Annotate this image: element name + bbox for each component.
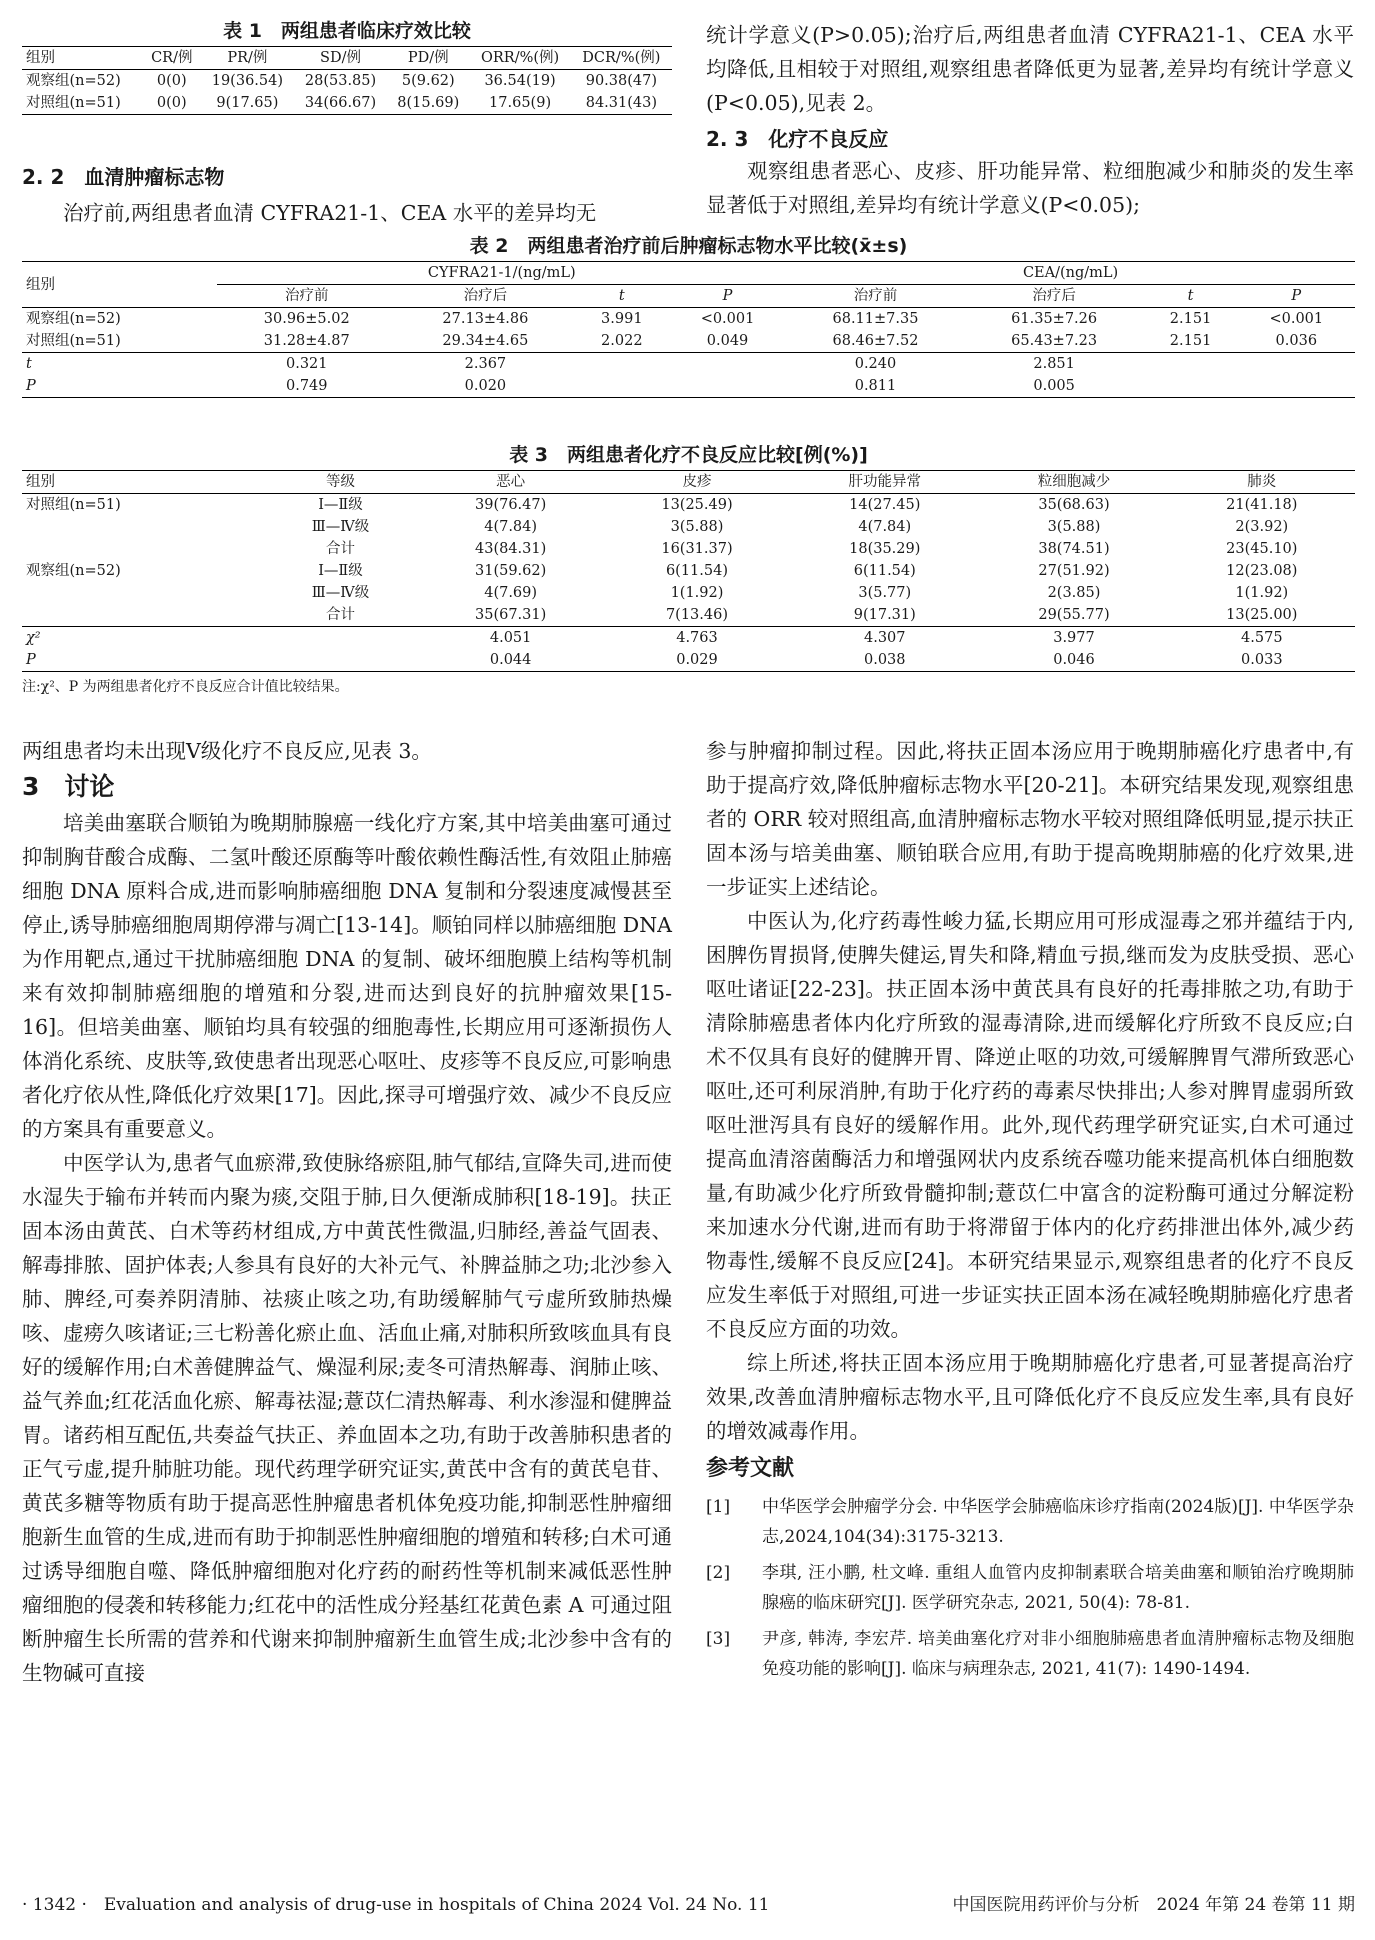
table3-header-cell: 组别	[26, 474, 55, 490]
table2-caption: 表 2 两组患者治疗前后肿瘤标志物水平比较(x̄±s)	[469, 235, 908, 257]
table1-header-cell: PD/例	[407, 50, 449, 66]
table2-cell: <0.001	[1269, 311, 1324, 327]
table3-cell: 14(27.45)	[849, 497, 921, 513]
table2-marker2-header: CEA/(ng/mL)	[786, 262, 1355, 285]
table3-cell: 43(84.31)	[475, 541, 547, 557]
table1-header-cell: CR/例	[151, 50, 193, 66]
table3-cell: 21(41.18)	[1226, 497, 1298, 513]
table3-block	[22, 442, 1355, 696]
table2-subheader-cell: 治疗前	[285, 288, 329, 304]
table3-cell: 3(5.77)	[858, 585, 912, 601]
table3-row	[22, 649, 1355, 672]
table2-cell	[1238, 375, 1355, 398]
table3-cell: 0.029	[676, 652, 718, 668]
table1-cell: 34(66.67)	[304, 95, 377, 111]
table1-cell: 84.31(43)	[585, 95, 657, 111]
reference-item	[706, 1558, 1354, 1618]
references-list	[706, 1492, 1354, 1684]
table2-cell: 0.049	[706, 333, 749, 349]
table1-cell: 观察组(n=52)	[26, 73, 121, 89]
table2-cell: 65.43±7.23	[1011, 333, 1098, 349]
footer-left: · 1342 · Evaluation and analysis of drug-use in hospitals of China 2024 Vol. 24 No. 11	[22, 1895, 770, 1915]
table2-cell: 0.749	[285, 378, 328, 394]
discussion-paragraph-2: 中医学认为,患者气血瘀滞,致使脉络瘀阻,肺气郁结,宣降失司,进而使水湿失于输布并转而内聚为痰,交阻于肺,日久便渐成肺积[18-19]。扶正固本汤由黄芪、白术等药材组成,方中黄芪性微温,归肺经,善益气固表、解毒排脓、固护体表;人参具有良好的大补元气、补脾益肺之功;北沙参入肺、脾经,可奏养阴清肺、祛痰止咳之功,有助缓解肺气亏虚所致肺热燥咳、虚痨久咳诸证;三七粉善化瘀止血、活血止痛,对肺积所致咳血具有良好的缓解作用;白术善健脾益气、燥湿利尿;麦冬可清热解毒、润肺止咳、益气养血;红花活血化瘀、解毒祛湿;薏苡仁清热解毒、利水渗湿和健脾益胃。诸药相互配伍,共奏益气扶正、养血固本之功,有助于改善肺积患者的正气亏虚,提升肺脏功能。现代药理学研究证实,黄芪中含有的黄芪皂苷、黄芪多糖等物质有助于提高恶性肿瘤患者机体免疫功能,抑制恶性肿瘤细胞新生血管的生成,进而有助于抑制恶性肿瘤细胞的增殖和转移;白术可通过诱导细胞自噬、降低肿瘤细胞对化疗药的耐药性等机制来减低恶性肿瘤细胞的侵袭和转移能力;红花中的活性成分羟基红花黄色素 A 可通过阻断肿瘤生长所需的营养和代谢来抑制肿瘤新生血管生成;北沙参中含有的生物碱可直接	[22, 1151, 672, 1685]
table2-subheader-cell: P	[1291, 288, 1302, 304]
table2-cell: 0.240	[854, 356, 897, 372]
section-2-3-heading: 2. 3 化疗不良反应	[706, 127, 889, 151]
reference-item	[706, 1624, 1354, 1684]
table3-cell: χ²	[26, 630, 41, 646]
table2-cell: 31.28±4.87	[263, 333, 350, 349]
table2-marker1-header: CYFRA21-1/(ng/mL)	[217, 262, 786, 285]
table3-cell: 观察组(n=52)	[26, 563, 121, 579]
right-top-block	[706, 18, 1354, 222]
table1-cell: 17.65(9)	[489, 95, 552, 111]
table3-cell: 合计	[326, 541, 355, 557]
table3-cell: 16(31.37)	[661, 541, 733, 557]
table3-header-row	[22, 471, 1355, 494]
table3-cell: 2(3.85)	[1047, 585, 1101, 601]
table3-row	[22, 560, 1355, 582]
table1-cell: 0(0)	[156, 95, 187, 111]
table2-subheader-cell: P	[722, 288, 733, 304]
table3-cell: 1(1.92)	[1235, 585, 1289, 601]
table3-cell	[22, 538, 264, 560]
table3-note: 注:χ²、P 为两组患者化疗不良反应合计值比较结果。	[22, 679, 349, 695]
table3-cell: 31(59.62)	[475, 563, 547, 579]
table3-cell: 3.977	[1053, 630, 1095, 646]
references-heading: 参考文献	[706, 1456, 795, 1481]
table2-row	[22, 330, 1355, 353]
table2-group-header: 组别	[26, 276, 55, 293]
table3-cell: 4.763	[676, 630, 718, 646]
table3-cell: Ⅰ—Ⅱ级	[318, 563, 363, 579]
table1-cell: 36.54(19)	[484, 73, 556, 89]
table3	[22, 470, 1355, 672]
table3-cell	[22, 582, 264, 604]
table1-row	[22, 92, 672, 115]
table3-cell: 对照组(n=51)	[26, 497, 121, 513]
reference-text: 中华医学会肿瘤学分会. 中华医学会肺癌临床诊疗指南(2024版)[J]. 中华医学杂志,2024,104(34):3175-3213.	[762, 1497, 1354, 1547]
reference-number: [1]	[706, 1497, 731, 1517]
table3-cell: 12(23.08)	[1226, 563, 1298, 579]
table3-cell: 合计	[326, 607, 355, 623]
table3-cell: 4(7.84)	[484, 519, 538, 535]
table2-cell: 0.020	[464, 378, 507, 394]
table3-cell: Ⅲ—Ⅳ级	[311, 519, 370, 535]
table3-cell: 0.038	[864, 652, 906, 668]
table3-header-cell: 等级	[326, 474, 355, 490]
section-3-heading: 3 讨论	[22, 772, 115, 801]
table2	[22, 261, 1355, 398]
table3-cell: 3(5.88)	[670, 519, 724, 535]
table3-row	[22, 538, 1355, 560]
table3-cell: 4.307	[864, 630, 906, 646]
table1-header-cell: ORR/%(例)	[480, 50, 560, 66]
table2-cell: 3.991	[601, 311, 643, 327]
table3-cell: 6(11.54)	[665, 563, 729, 579]
table2-cell: 30.96±5.02	[263, 311, 350, 327]
table3-cell: 4(7.69)	[484, 585, 538, 601]
table2-subheader-cell: 治疗后	[1032, 288, 1076, 304]
reference-text: 尹彦, 韩涛, 李宏芹. 培美曲塞化疗对非小细胞肺癌患者血清肿瘤标志物及细胞免疫功能的影响[J]. 临床与病理杂志, 2021, 41(7): 1490-1494.	[762, 1629, 1354, 1679]
table1-header-cell: DCR/%(例)	[582, 50, 661, 66]
table1-header-cell: PR/例	[227, 50, 268, 66]
table3-cell: 0.033	[1241, 652, 1283, 668]
table2-cell: 观察组(n=52)	[26, 311, 121, 327]
table2-cell: 61.35±7.26	[1011, 311, 1098, 327]
section-2-2-heading: 2. 2 血清肿瘤标志物	[22, 165, 225, 189]
table2-row	[22, 375, 1355, 398]
reference-number: [2]	[706, 1563, 731, 1583]
table2-cell: 0.811	[854, 378, 897, 394]
table3-cell: 39(76.47)	[475, 497, 547, 513]
reference-number: [3]	[706, 1629, 731, 1649]
left-continuation: 两组患者均未出现Ⅴ级化疗不良反应,见表 3。	[22, 739, 432, 763]
table1-cell: 90.38(47)	[585, 73, 657, 89]
table2-cell	[1143, 353, 1237, 376]
table2-cell	[669, 375, 786, 398]
table1-row	[22, 70, 672, 93]
table3-row	[22, 582, 1355, 604]
table1-cell: 28(53.85)	[304, 73, 377, 89]
table3-header-cell: 粒细胞减少	[1037, 474, 1111, 490]
footer	[22, 1890, 1355, 1915]
table2-cell: 2.367	[464, 356, 507, 372]
table2-cell	[1143, 375, 1237, 398]
table3-header-cell: 肺炎	[1247, 474, 1277, 490]
table2-subheader-cell: t	[618, 288, 625, 304]
table2-cell: 对照组(n=51)	[26, 333, 121, 349]
left-column	[22, 734, 672, 1690]
footer-right: 中国医院用药评价与分析 2024 年第 24 卷第 11 期	[952, 1895, 1355, 1915]
table3-cell: 35(68.63)	[1038, 497, 1110, 513]
table2-cell: 2.151	[1169, 311, 1212, 327]
table3-cell: 7(13.46)	[665, 607, 729, 623]
table2-cell	[669, 353, 786, 376]
table2-header-row-2	[22, 285, 1355, 308]
reference-item	[706, 1492, 1354, 1552]
table2-row	[22, 308, 1355, 331]
table2-header-row-1	[22, 262, 1355, 285]
table1-cell: 8(15.69)	[397, 95, 460, 111]
table2-subheader-cell: 治疗前	[853, 288, 898, 304]
right-top-paragraph: 统计学意义(P>0.05);治疗后,两组患者血清 CYFRA21-1、CEA 水平均降低,且相较于对照组,观察组患者降低更为显著,差异均有统计学意义(P<0.05),见表 2。	[706, 23, 1354, 115]
table2-cell: 2.851	[1033, 356, 1075, 372]
right-column	[706, 734, 1354, 1690]
table3-cell: 27(51.92)	[1038, 563, 1110, 579]
table3-cell	[22, 516, 264, 538]
discussion-paragraph-1: 培美曲塞联合顺铂为晚期肺腺癌一线化疗方案,其中培美曲塞可通过抑制胸苷酸合成酶、二氢叶酸还原酶等叶酸依赖性酶活性,有效阻止肺癌细胞 DNA 原料合成,进而影响肺癌细胞 DNA 复制和分裂速度减慢甚至停止,诱导肺癌细胞周期停滞与凋亡[13-14]。顺铂同样以肺癌细胞 DNA 为作用靶点,通过干扰肺癌细胞 DNA 的复制、破坏细胞膜上结构等机制来有效抑制肺癌细胞的增殖和分裂,进而达到良好的抗肿瘤效果[15-16]。但培美曲塞、顺铂均具有较强的细胞毒性,长期应用可逐渐损伤人体消化系统、皮肤等,致使患者出现恶心呕吐、皮疹等不良反应,可影响患者化疗依从性,降低化疗效果[17]。因此,探寻可增强疗效、减少不良反应的方案具有重要意义。	[22, 811, 672, 1141]
right-paragraph-2: 中医认为,化疗药毒性峻力猛,长期应用可形成湿毒之邪并蕴结于内,困脾伤胃损肾,使脾失健运,胃失和降,精血亏损,继而发为皮肤受损、恶心呕吐诸证[22-23]。扶正固本汤中黄芪具有良好的托毒排脓之功,有助于清除肺癌患者体内化疗所致的湿毒清除,进而缓解化疗所致不良反应;白术不仅具有良好的健脾开胃、降逆止呕的功效,可缓解脾胃气滞所致恶心呕吐,还可利尿消肿,有助于化疗药的毒素尽快排出;人参对脾胃虚弱所致呕吐泄泻具有良好的缓解作用。此外,现代药理学研究证实,白术可通过提高血清溶菌酶活力和增强网状内皮系统吞噬功能来提高机体白细胞数量,有助减少化疗所致骨髓抑制;薏苡仁中富含的淀粉酶可通过分解淀粉来加速水分代谢,进而有助于将滞留于体内的化疗药排泄出体外,减少药物毒性,缓解不良反应[24]。本研究结果显示,观察组患者的化疗不良反应发生率低于对照组,可进一步证实扶正固本汤在减轻晚期肺癌化疗患者不良反应方面的功效。	[706, 909, 1354, 1341]
table3-caption: 表 3 两组患者化疗不良反应比较[例(%)]	[509, 444, 868, 466]
table2-cell: 68.11±7.35	[832, 311, 919, 327]
table3-cell: 1(1.92)	[670, 585, 724, 601]
table3-cell: 6(11.54)	[853, 563, 916, 579]
table1-cell: 0(0)	[156, 73, 187, 89]
table1-cell: 5(9.62)	[401, 73, 455, 89]
table2-cell: 2.151	[1169, 333, 1212, 349]
section-2-2	[22, 162, 672, 230]
table3-cell: P	[26, 652, 36, 668]
table3-row	[22, 516, 1355, 538]
table2-cell: 27.13±4.86	[442, 311, 529, 327]
table3-header-cell: 恶心	[496, 474, 526, 490]
table2-cell	[575, 375, 669, 398]
table3-cell: 35(67.31)	[475, 607, 547, 623]
table3-cell	[264, 627, 418, 650]
table3-cell: 29(55.77)	[1038, 607, 1110, 623]
table2-cell	[575, 353, 669, 376]
table3-cell: 9(17.31)	[853, 607, 916, 623]
table3-cell: 0.044	[489, 652, 532, 668]
table2-block	[22, 233, 1355, 398]
table2-cell: t	[26, 356, 32, 372]
table1-cell: 对照组(n=51)	[26, 95, 121, 111]
table3-cell: 0.046	[1053, 652, 1095, 668]
table3-cell: 23(45.10)	[1226, 541, 1298, 557]
table2-cell: 0.321	[285, 356, 328, 372]
table3-cell: 18(35.29)	[849, 541, 921, 557]
table2-subheader-cell: t	[1187, 288, 1194, 304]
table3-cell	[22, 604, 264, 627]
table3-cell: Ⅲ—Ⅳ级	[311, 585, 370, 601]
table2-cell: <0.001	[700, 311, 755, 327]
table1-header-cell: 组别	[26, 50, 55, 66]
table2-subheader-cell: 治疗后	[463, 288, 508, 304]
right-paragraph-3: 综上所述,将扶正固本汤应用于晚期肺癌化疗患者,可显著提高治疗效果,改善血清肿瘤标志物水平,且可降低化疗不良反应发生率,具有良好的增效减毒作用。	[706, 1351, 1354, 1443]
table3-cell: 13(25.00)	[1226, 607, 1298, 623]
table2-cell: 29.34±4.65	[442, 333, 529, 349]
table3-header-cell: 肝功能异常	[848, 474, 922, 490]
table2-cell: 0.036	[1275, 333, 1318, 349]
table3-row	[22, 494, 1355, 517]
table3-cell: 38(74.51)	[1038, 541, 1110, 557]
table3-cell: 2(3.92)	[1235, 519, 1289, 535]
table3-cell: 13(25.49)	[661, 497, 733, 513]
table3-header-cell: 皮疹	[682, 474, 712, 490]
table2-row	[22, 353, 1355, 376]
section-2-2-text: 治疗前,两组患者血清 CYFRA21-1、CEA 水平的差异均无	[63, 201, 597, 225]
table1-block	[22, 18, 672, 115]
table1-header-cell: SD/例	[320, 50, 361, 66]
table3-cell: 4.051	[489, 630, 532, 646]
table1-header-row	[22, 47, 672, 70]
table2-cell: 68.46±7.52	[832, 333, 919, 349]
table1-cell: 19(36.54)	[211, 73, 284, 89]
table3-cell: 4.575	[1241, 630, 1283, 646]
table1-caption: 表 1 两组患者临床疗效比较	[223, 20, 471, 42]
table2-cell: 2.022	[601, 333, 643, 349]
reference-text: 李琪, 汪小鹏, 杜文峰. 重组人血管内皮抑制素联合培美曲塞和顺铂治疗晚期肺腺癌的临床研究[J]. 医学研究杂志, 2021, 50(4): 78-81.	[762, 1563, 1354, 1613]
table2-cell: 0.005	[1033, 378, 1075, 394]
table3-row	[22, 604, 1355, 627]
table3-cell	[264, 649, 418, 672]
section-2-3-text: 观察组患者恶心、皮疹、肝功能异常、粒细胞减少和肺炎的发生率显著低于对照组,差异均有统计学意义(P<0.05);	[706, 159, 1354, 217]
table3-cell: 4(7.84)	[858, 519, 912, 535]
table3-cell: 3(5.88)	[1047, 519, 1101, 535]
table3-cell: Ⅰ—Ⅱ级	[318, 497, 363, 513]
table2-cell: P	[26, 378, 36, 394]
table3-row	[22, 627, 1355, 650]
table1-cell: 9(17.65)	[216, 95, 279, 111]
table1	[22, 46, 672, 115]
table2-cell	[1238, 353, 1355, 376]
right-paragraph-1: 参与肿瘤抑制过程。因此,将扶正固本汤应用于晚期肺癌化疗患者中,有助于提高疗效,降低肿瘤标志物水平[20-21]。本研究结果发现,观察组患者的 ORR 较对照组高,血清肿瘤标志物水平较对照组降低明显,提示扶正固本汤与培美曲塞、顺铂联合应用,有助于提高晚期肺癌的化疗效果,进一步证实上述结论。	[706, 739, 1354, 899]
